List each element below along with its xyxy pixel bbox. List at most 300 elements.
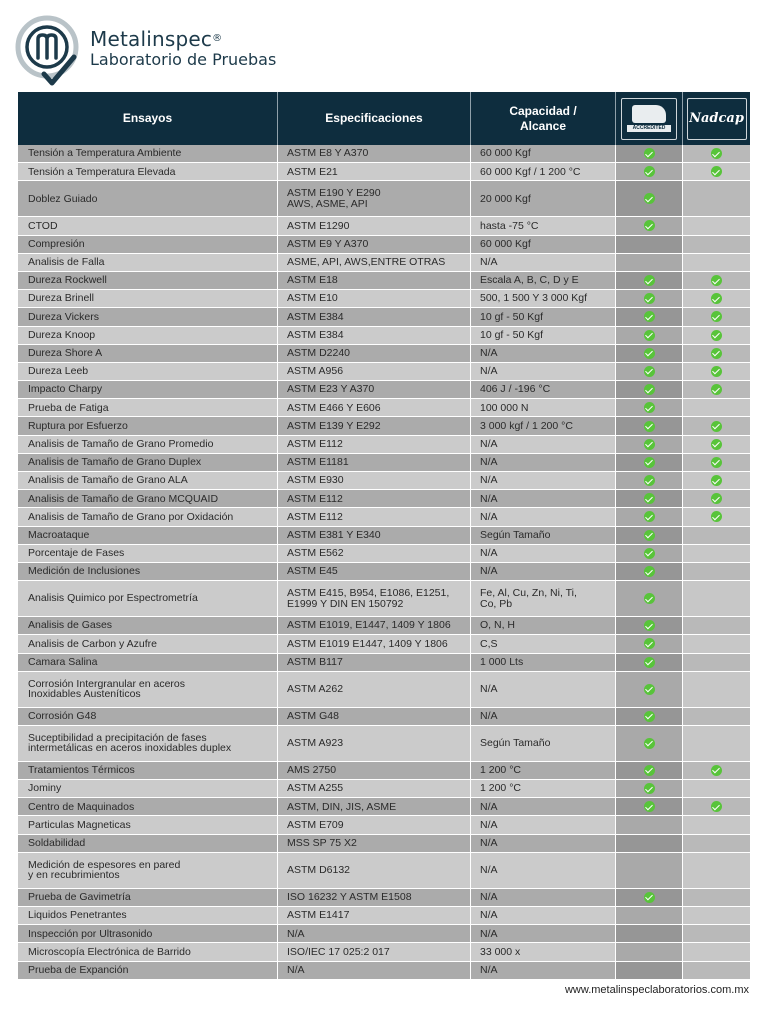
- cell-accredited: [616, 563, 683, 581]
- cell-nadcap: [683, 490, 750, 508]
- cell-especificacion: ASTM E384: [278, 308, 471, 326]
- cell-especificacion: ASTM A262: [278, 672, 471, 708]
- cell-ensayo: Inspección por Ultrasonido: [18, 925, 278, 943]
- table-row: [18, 635, 750, 653]
- check-icon: [644, 711, 655, 722]
- check-icon: [644, 801, 655, 812]
- cell-ensayo: Tensión a Temperatura Ambiente: [18, 145, 278, 163]
- check-icon: [644, 548, 655, 559]
- cell-accredited: [616, 907, 683, 925]
- cell-nadcap: [683, 925, 750, 943]
- header-accredited: [616, 92, 683, 145]
- cell-nadcap: [683, 962, 750, 980]
- cell-capacidad: N/A: [471, 672, 616, 708]
- cell-ensayo: Suceptibilidad a precipitación de fases intermetálicas en aceros inoxidables duplex: [18, 726, 278, 762]
- cell-capacidad: N/A: [471, 454, 616, 472]
- cell-especificacion: ASTM E10: [278, 290, 471, 308]
- cell-especificacion: ASTM E1019, E1447, 1409 Y 1806: [278, 617, 471, 635]
- check-icon: [644, 530, 655, 541]
- cell-capacidad: 406 J / -196 °C: [471, 381, 616, 399]
- check-icon: [644, 193, 655, 204]
- nadcap-label: Nadcap: [689, 110, 744, 126]
- cell-capacidad: 20 000 Kgf: [471, 181, 616, 217]
- cell-ensayo: Tensión a Temperatura Elevada: [18, 163, 278, 181]
- check-icon: [711, 439, 722, 450]
- cell-nadcap: [683, 545, 750, 563]
- table-row: [18, 181, 750, 217]
- cell-especificacion: ASTM E415, B954, E1086, E1251, E1999 Y DIN EN 150792: [278, 581, 471, 617]
- cell-accredited: [616, 617, 683, 635]
- check-icon: [711, 166, 722, 177]
- cell-nadcap: [683, 654, 750, 672]
- table-row: [18, 508, 750, 526]
- cell-nadcap: [683, 217, 750, 235]
- cell-nadcap: [683, 527, 750, 545]
- check-icon: [644, 493, 655, 504]
- cell-nadcap: [683, 381, 750, 399]
- cell-especificacion: ASTM E23 Y A370: [278, 381, 471, 399]
- cell-accredited: [616, 654, 683, 672]
- cell-accredited: [616, 236, 683, 254]
- cell-nadcap: [683, 254, 750, 272]
- table-row: [18, 363, 750, 381]
- cell-capacidad: Fe, Al, Cu, Zn, Ni, Ti, Co, Pb: [471, 581, 616, 617]
- table-row: [18, 436, 750, 454]
- check-icon: [644, 421, 655, 432]
- cell-accredited: [616, 527, 683, 545]
- check-icon: [644, 783, 655, 794]
- cell-capacidad: Escala A, B, C, D y E: [471, 272, 616, 290]
- table-row: [18, 345, 750, 363]
- header-especificaciones: Especificaciones: [278, 92, 471, 145]
- cell-nadcap: [683, 363, 750, 381]
- check-icon: [711, 765, 722, 776]
- cell-capacidad: O, N, H: [471, 617, 616, 635]
- table-body: [18, 145, 750, 980]
- cell-ensayo: Doblez Guiado: [18, 181, 278, 217]
- cell-accredited: [616, 798, 683, 816]
- check-icon: [644, 684, 655, 695]
- cell-nadcap: [683, 454, 750, 472]
- cell-especificacion: ASTM D6132: [278, 853, 471, 889]
- cell-nadcap: [683, 617, 750, 635]
- cell-especificacion: ASTM D2240: [278, 345, 471, 363]
- table-row: [18, 962, 750, 980]
- cell-capacidad: N/A: [471, 798, 616, 816]
- cell-capacidad: N/A: [471, 363, 616, 381]
- cell-nadcap: [683, 181, 750, 217]
- check-icon: [644, 148, 655, 159]
- cell-capacidad: N/A: [471, 853, 616, 889]
- cell-nadcap: [683, 635, 750, 653]
- cell-accredited: [616, 145, 683, 163]
- cell-ensayo: Analisis de Tamaño de Grano por Oxidación: [18, 508, 278, 526]
- cell-capacidad: N/A: [471, 907, 616, 925]
- cell-accredited: [616, 345, 683, 363]
- table-row: [18, 545, 750, 563]
- cell-ensayo: Analisis de Tamaño de Grano Duplex: [18, 454, 278, 472]
- cell-accredited: [616, 272, 683, 290]
- cell-nadcap: [683, 563, 750, 581]
- table-row: [18, 490, 750, 508]
- cell-nadcap: [683, 290, 750, 308]
- cell-nadcap: [683, 345, 750, 363]
- cell-accredited: [616, 635, 683, 653]
- table-row: [18, 581, 750, 617]
- check-icon: [644, 765, 655, 776]
- cell-capacidad: N/A: [471, 254, 616, 272]
- cell-especificacion: ASTM A956: [278, 363, 471, 381]
- cell-nadcap: [683, 853, 750, 889]
- cell-accredited: [616, 381, 683, 399]
- check-icon: [644, 566, 655, 577]
- cell-capacidad: 500, 1 500 Y 3 000 Kgf: [471, 290, 616, 308]
- cell-ensayo: Prueba de Gavimetría: [18, 889, 278, 907]
- cell-accredited: [616, 708, 683, 726]
- cell-capacidad: 33 000 x: [471, 943, 616, 961]
- cell-especificacion: ASTM E139 Y E292: [278, 417, 471, 435]
- cell-capacidad: 60 000 Kgf: [471, 145, 616, 163]
- brand-name: Metalinspec®: [90, 27, 223, 51]
- cell-accredited: [616, 254, 683, 272]
- cell-ensayo: Corrosión G48: [18, 708, 278, 726]
- check-icon: [644, 293, 655, 304]
- cell-ensayo: Analisis de Falla: [18, 254, 278, 272]
- cell-especificacion: ASTM E381 Y E340: [278, 527, 471, 545]
- check-icon: [711, 384, 722, 395]
- check-icon: [644, 892, 655, 903]
- cell-especificacion: ASTM E190 Y E290 AWS, ASME, API: [278, 181, 471, 217]
- brand: [90, 28, 276, 70]
- cell-nadcap: [683, 308, 750, 326]
- cell-nadcap: [683, 327, 750, 345]
- cell-ensayo: Analisis de Tamaño de Grano Promedio: [18, 436, 278, 454]
- check-icon: [711, 421, 722, 432]
- cell-accredited: [616, 163, 683, 181]
- table-row: [18, 907, 750, 925]
- check-icon: [644, 638, 655, 649]
- header-nadcap: [683, 92, 750, 145]
- cell-ensayo: Analisis de Tamaño de Grano MCQUAID: [18, 490, 278, 508]
- cell-capacidad: N/A: [471, 925, 616, 943]
- table-row: [18, 853, 750, 889]
- cell-ensayo: Liquidos Penetrantes: [18, 907, 278, 925]
- check-icon: [644, 475, 655, 486]
- cell-capacidad: N/A: [471, 563, 616, 581]
- cell-ensayo: Dureza Knoop: [18, 327, 278, 345]
- table-row: [18, 236, 750, 254]
- cell-accredited: [616, 327, 683, 345]
- accredited-label: ACCREDITED: [627, 125, 671, 132]
- cell-especificacion: MSS SP 75 X2: [278, 835, 471, 853]
- cell-especificacion: AMS 2750: [278, 762, 471, 780]
- check-icon: [711, 330, 722, 341]
- check-icon: [644, 593, 655, 604]
- table-row: [18, 816, 750, 834]
- cell-nadcap: [683, 889, 750, 907]
- check-icon: [644, 330, 655, 341]
- cell-especificacion: ASTM E1181: [278, 454, 471, 472]
- cell-capacidad: N/A: [471, 708, 616, 726]
- cell-ensayo: Centro de Maquinados: [18, 798, 278, 816]
- cell-capacidad: N/A: [471, 436, 616, 454]
- table-row: [18, 454, 750, 472]
- cell-ensayo: Tratamientos Térmicos: [18, 762, 278, 780]
- cell-capacidad: 10 gf - 50 Kgf: [471, 308, 616, 326]
- cell-ensayo: CTOD: [18, 217, 278, 235]
- check-icon: [711, 457, 722, 468]
- cell-nadcap: [683, 726, 750, 762]
- table-row: [18, 254, 750, 272]
- cell-especificacion: ASTM E18: [278, 272, 471, 290]
- cell-nadcap: [683, 417, 750, 435]
- table-row: [18, 780, 750, 798]
- cell-ensayo: Porcentaje de Fases: [18, 545, 278, 563]
- cell-especificacion: ASTM E1417: [278, 907, 471, 925]
- table-row: [18, 925, 750, 943]
- check-icon: [711, 275, 722, 286]
- check-icon: [644, 402, 655, 413]
- cell-accredited: [616, 436, 683, 454]
- cell-especificacion: ASTM E9 Y A370: [278, 236, 471, 254]
- cell-nadcap: [683, 943, 750, 961]
- cell-especificacion: ASTM E562: [278, 545, 471, 563]
- cell-capacidad: N/A: [471, 490, 616, 508]
- table-row: [18, 163, 750, 181]
- cell-capacidad: N/A: [471, 962, 616, 980]
- cell-capacidad: 60 000 Kgf / 1 200 °C: [471, 163, 616, 181]
- table-row: [18, 798, 750, 816]
- cell-capacidad: C,S: [471, 635, 616, 653]
- cell-especificacion: ASTM G48: [278, 708, 471, 726]
- check-icon: [711, 293, 722, 304]
- cell-accredited: [616, 962, 683, 980]
- cell-capacidad: N/A: [471, 508, 616, 526]
- check-icon: [644, 439, 655, 450]
- check-icon: [644, 657, 655, 668]
- cell-nadcap: [683, 835, 750, 853]
- cell-accredited: [616, 490, 683, 508]
- table-row: [18, 217, 750, 235]
- check-icon: [644, 738, 655, 749]
- cell-ensayo: Analisis de Gases: [18, 617, 278, 635]
- cell-nadcap: [683, 436, 750, 454]
- table-row: [18, 708, 750, 726]
- table-row: [18, 889, 750, 907]
- check-icon: [644, 348, 655, 359]
- cell-especificacion: N/A: [278, 962, 471, 980]
- cell-especificacion: ASTM E384: [278, 327, 471, 345]
- cell-nadcap: [683, 508, 750, 526]
- check-icon: [644, 384, 655, 395]
- cell-especificacion: ASTM, DIN, JIS, ASME: [278, 798, 471, 816]
- cell-accredited: [616, 762, 683, 780]
- cell-especificacion: ASTM E930: [278, 472, 471, 490]
- cell-ensayo: Ruptura por Esfuerzo: [18, 417, 278, 435]
- brand-subtitle: Laboratorio de Pruebas: [90, 50, 277, 69]
- table-row: [18, 527, 750, 545]
- cell-capacidad: N/A: [471, 889, 616, 907]
- cell-accredited: [616, 943, 683, 961]
- table-row: [18, 835, 750, 853]
- check-icon: [644, 275, 655, 286]
- cell-especificacion: ASTM E1290: [278, 217, 471, 235]
- table-row: [18, 617, 750, 635]
- cell-ensayo: Dureza Shore A: [18, 345, 278, 363]
- cell-especificacion: ASTM E21: [278, 163, 471, 181]
- check-icon: [644, 366, 655, 377]
- cell-ensayo: Analisis Quimico por Espectrometría: [18, 581, 278, 617]
- cell-capacidad: N/A: [471, 835, 616, 853]
- website-url: www.metalinspeclaboratorios.com.mx: [564, 984, 749, 996]
- cell-ensayo: Compresión: [18, 236, 278, 254]
- cell-nadcap: [683, 762, 750, 780]
- cell-nadcap: [683, 708, 750, 726]
- cell-ensayo: Dureza Rockwell: [18, 272, 278, 290]
- cell-accredited: [616, 417, 683, 435]
- cell-nadcap: [683, 907, 750, 925]
- cell-accredited: [616, 672, 683, 708]
- cell-capacidad: 3 000 kgf / 1 200 °C: [471, 417, 616, 435]
- cell-ensayo: Prueba de Fatiga: [18, 399, 278, 417]
- cell-ensayo: Particulas Magneticas: [18, 816, 278, 834]
- cell-accredited: [616, 399, 683, 417]
- cell-capacidad: 60 000 Kgf: [471, 236, 616, 254]
- cell-accredited: [616, 835, 683, 853]
- cell-accredited: [616, 545, 683, 563]
- cell-nadcap: [683, 163, 750, 181]
- table-row: [18, 654, 750, 672]
- cell-capacidad: N/A: [471, 816, 616, 834]
- cell-capacidad: 1 000 Lts: [471, 654, 616, 672]
- cell-accredited: [616, 925, 683, 943]
- cell-ensayo: Dureza Vickers: [18, 308, 278, 326]
- cell-capacidad: 1 200 °C: [471, 780, 616, 798]
- cell-ensayo: Medición de Inclusiones: [18, 563, 278, 581]
- cell-especificacion: ASTM E709: [278, 816, 471, 834]
- cell-ensayo: Medición de espesores en pared y en recubrimientos: [18, 853, 278, 889]
- cell-especificacion: ASTM E8 Y A370: [278, 145, 471, 163]
- cell-especificacion: ASTM E112: [278, 490, 471, 508]
- cell-capacidad: 1 200 °C: [471, 762, 616, 780]
- cell-accredited: [616, 816, 683, 834]
- cell-accredited: [616, 508, 683, 526]
- cell-accredited: [616, 780, 683, 798]
- cell-especificacion: ASTM E112: [278, 508, 471, 526]
- check-icon: [711, 311, 722, 322]
- nadcap-badge-icon: [687, 98, 747, 140]
- table-row: [18, 417, 750, 435]
- cell-ensayo: Dureza Leeb: [18, 363, 278, 381]
- check-icon: [644, 311, 655, 322]
- cell-capacidad: Según Tamaño: [471, 527, 616, 545]
- cell-nadcap: [683, 236, 750, 254]
- cell-capacidad: 10 gf - 50 Kgf: [471, 327, 616, 345]
- cell-ensayo: Soldabilidad: [18, 835, 278, 853]
- cell-especificacion: N/A: [278, 925, 471, 943]
- cell-especificacion: ISO/IEC 17 025:2 017: [278, 943, 471, 961]
- table-row: [18, 308, 750, 326]
- check-icon: [711, 475, 722, 486]
- cell-accredited: [616, 363, 683, 381]
- cell-capacidad: N/A: [471, 472, 616, 490]
- table-row: [18, 672, 750, 708]
- table-header: [18, 92, 750, 145]
- table-row: [18, 272, 750, 290]
- cell-especificacion: ASTM E466 Y E606: [278, 399, 471, 417]
- table-row: [18, 943, 750, 961]
- cell-accredited: [616, 290, 683, 308]
- header-ensayos: Ensayos: [18, 92, 278, 145]
- cell-ensayo: Analisis de Tamaño de Grano ALA: [18, 472, 278, 490]
- table-row: [18, 726, 750, 762]
- accredited-badge-icon: [621, 98, 677, 140]
- cell-capacidad: 100 000 N: [471, 399, 616, 417]
- cell-especificacion: ASME, API, AWS,ENTRE OTRAS: [278, 254, 471, 272]
- check-icon: [711, 511, 722, 522]
- cell-ensayo: Jominy: [18, 780, 278, 798]
- cell-accredited: [616, 726, 683, 762]
- cell-ensayo: Prueba de Expanción: [18, 962, 278, 980]
- check-icon: [711, 148, 722, 159]
- table-row: [18, 399, 750, 417]
- cell-ensayo: Analisis de Carbon y Azufre: [18, 635, 278, 653]
- cell-accredited: [616, 308, 683, 326]
- cell-especificacion: ASTM E1019 E1447, 1409 Y 1806: [278, 635, 471, 653]
- cell-accredited: [616, 181, 683, 217]
- table-row: [18, 472, 750, 490]
- cell-accredited: [616, 853, 683, 889]
- cell-ensayo: Corrosión Intergranular en aceros Inoxidables Austeníticos: [18, 672, 278, 708]
- table-row: [18, 762, 750, 780]
- cell-especificacion: ASTM E112: [278, 436, 471, 454]
- cell-ensayo: Dureza Brinell: [18, 290, 278, 308]
- cell-nadcap: [683, 581, 750, 617]
- check-icon: [644, 166, 655, 177]
- cell-ensayo: Microscopía Electrónica de Barrido: [18, 943, 278, 961]
- table-row: [18, 563, 750, 581]
- cell-capacidad: Según Tamaño: [471, 726, 616, 762]
- metalinspec-logo: [14, 12, 84, 86]
- check-icon: [711, 801, 722, 812]
- tests-table: [18, 92, 750, 980]
- check-icon: [644, 457, 655, 468]
- check-icon: [644, 220, 655, 231]
- cell-nadcap: [683, 145, 750, 163]
- cell-nadcap: [683, 672, 750, 708]
- cell-nadcap: [683, 798, 750, 816]
- cell-nadcap: [683, 816, 750, 834]
- cell-accredited: [616, 581, 683, 617]
- check-icon: [711, 366, 722, 377]
- table-row: [18, 145, 750, 163]
- cell-nadcap: [683, 780, 750, 798]
- table-row: [18, 327, 750, 345]
- cell-capacidad: N/A: [471, 545, 616, 563]
- cell-accredited: [616, 472, 683, 490]
- cell-ensayo: Impacto Charpy: [18, 381, 278, 399]
- cell-accredited: [616, 454, 683, 472]
- check-icon: [644, 511, 655, 522]
- cell-accredited: [616, 217, 683, 235]
- cell-capacidad: hasta -75 °C: [471, 217, 616, 235]
- check-icon: [644, 620, 655, 631]
- table-row: [18, 290, 750, 308]
- cell-especificacion: ASTM E45: [278, 563, 471, 581]
- cell-nadcap: [683, 399, 750, 417]
- check-icon: [711, 493, 722, 504]
- cell-ensayo: Camara Salina: [18, 654, 278, 672]
